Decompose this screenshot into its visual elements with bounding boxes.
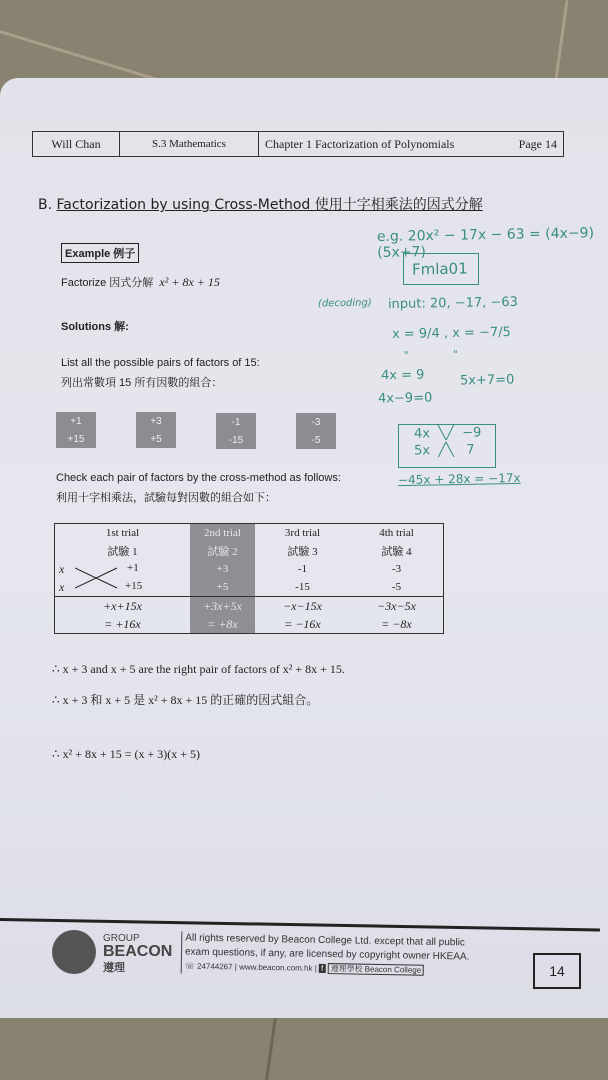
handwritten-cross-top: 4x ╲╱ −9 xyxy=(413,425,482,442)
trial-title-zh: 試驗 1 xyxy=(107,546,138,558)
trial-bottom-factor: +15 xyxy=(125,580,143,592)
page-number-box: 14 xyxy=(533,953,581,989)
copyright-block: All rights reserved by Beacon College Ltd. except that all public exam questions, if any, are licensed by copyright owner HKEAA. ☏ 24744267 | www.beacon.com.hk | f 遵理學校 Beacon College xyxy=(181,931,470,978)
example-label: Example 例子 xyxy=(61,243,139,263)
list-instruction-zh: 列出常數項 15 所有因數的組合： xyxy=(61,377,223,389)
student-name: Will Chan xyxy=(33,132,120,156)
trial-top-factor: -1 xyxy=(297,563,308,575)
check-instruction-zh: 利用十字相乘法，試驗每對因數的組合如下： xyxy=(56,492,276,504)
factor-pair-box: -3 -5 xyxy=(296,413,336,449)
trial-bottom-factor: -5 xyxy=(391,581,402,593)
handwritten-input: input: 20, −17, −63 xyxy=(387,294,519,313)
trial-sum: −3x−5x xyxy=(350,597,444,616)
page-header xyxy=(32,131,564,157)
page-label: Page 14 xyxy=(518,136,557,151)
floor-crack xyxy=(265,1010,278,1080)
trial-sum: −x−15x xyxy=(255,597,350,616)
handwritten-cross-sum: −45x + 28x = −17x xyxy=(397,470,521,488)
trial-title: 2nd trial xyxy=(190,524,255,543)
conclusion-zh: ∴ x + 3 和 x + 5 是 x² + 8x + 15 的正確的因式組合。 xyxy=(52,693,319,707)
facebook-icon: f xyxy=(320,963,324,973)
facebook-page[interactable]: 遵理學校 Beacon College xyxy=(327,963,424,976)
example-expression: x² + 8x + 15 xyxy=(159,275,220,289)
section-letter: B. xyxy=(38,197,53,213)
cross-var: x xyxy=(59,562,65,576)
prompt-text: Factorize 因式分解 xyxy=(61,277,154,289)
logo-zh: 遵理 xyxy=(103,962,125,974)
solutions-label: Solutions 解: xyxy=(61,321,129,333)
logo-name: BEACON xyxy=(103,943,173,960)
trial-top-factor: -3 xyxy=(391,563,402,575)
factor-pair-box: +3 +5 xyxy=(136,412,176,448)
chapter-cell xyxy=(259,132,563,156)
trial-result: = +8x xyxy=(190,615,255,634)
section-heading: Factorization by using Cross-Method 使用十字相乘法的因式分解 xyxy=(56,197,483,213)
trial-bottom-factor: -15 xyxy=(295,581,310,593)
trial-title: 1st trial xyxy=(105,527,140,539)
factor-pair-box: +1 +15 xyxy=(56,412,96,448)
subject: S.3 Mathematics xyxy=(120,132,259,156)
floor-crack xyxy=(554,0,568,80)
copyright-line: exam questions, if any, are licensed by copyright owner HKEAA. xyxy=(184,946,470,963)
handwritten-note: (decoding) xyxy=(317,297,372,310)
trial-title-zh: 試驗 2 xyxy=(190,542,255,560)
handwritten-eq1: 4x = 9 xyxy=(380,367,425,384)
handwritten-calc-key: Fmla01 xyxy=(411,259,468,279)
phone-icon: ☏ xyxy=(184,961,195,971)
handwritten-roots: x = 9/4 , x = −7/5 xyxy=(391,324,511,343)
trial-top-factor: +3 xyxy=(190,560,255,578)
conclusion-en: ∴ x + 3 and x + 5 are the right pair of factors of x² + 8x + 15. xyxy=(52,662,345,676)
logo-group: GROUP xyxy=(103,933,140,944)
handwritten-eq3: 5x+7=0 xyxy=(459,372,515,389)
beacon-logo-icon xyxy=(52,930,96,974)
trials-table xyxy=(54,523,444,634)
final-answer: ∴ x² + 8x + 15 = (x + 3)(x + 5) xyxy=(52,747,201,761)
trial-result: = +16x xyxy=(104,616,141,631)
check-instruction-en: Check each pair of factors by the cross-method as follows: xyxy=(56,472,341,484)
trial-bottom-factor: +5 xyxy=(190,578,255,597)
cross-cell xyxy=(55,578,191,597)
handwritten-ditto: " " xyxy=(403,349,458,362)
phone-number: 24744267 xyxy=(196,961,233,972)
section-title xyxy=(38,194,483,214)
trial-title: 4th trial xyxy=(379,527,414,539)
trial-sum: +3x+5x xyxy=(190,597,255,616)
cross-cell xyxy=(55,560,191,578)
factor-pair-box: -1 -15 xyxy=(216,413,256,449)
website-link[interactable]: www.beacon.com.hk xyxy=(239,962,313,973)
trial-result: = −8x xyxy=(381,616,412,631)
chapter-title: Chapter 1 Factorization of Polynomials xyxy=(265,136,455,151)
trial-sum: +x+15x xyxy=(55,597,191,616)
trial-title-zh: 試驗 4 xyxy=(381,546,412,558)
trial-title-zh: 試驗 3 xyxy=(287,546,318,558)
cross-var: x xyxy=(59,580,65,594)
trial-result: = −16x xyxy=(284,616,321,631)
handwritten-cross-bottom: 5x ╱╲ 7 xyxy=(413,442,475,459)
handwritten-example: e.g. 20x² − 17x − 63 = (4x−9)(5x+7) xyxy=(376,225,595,262)
handwritten-eq2: 4x−9=0 xyxy=(377,390,433,407)
logo-wordmark xyxy=(103,933,172,975)
example-prompt xyxy=(61,274,220,290)
trial-title: 3rd trial xyxy=(284,527,321,539)
list-instruction-en: List all the possible pairs of factors of 15: xyxy=(61,357,260,369)
trial-top-factor: +1 xyxy=(127,562,139,574)
copyright-line: All rights reserved by Beacon College Ltd. except that all public xyxy=(185,932,465,949)
